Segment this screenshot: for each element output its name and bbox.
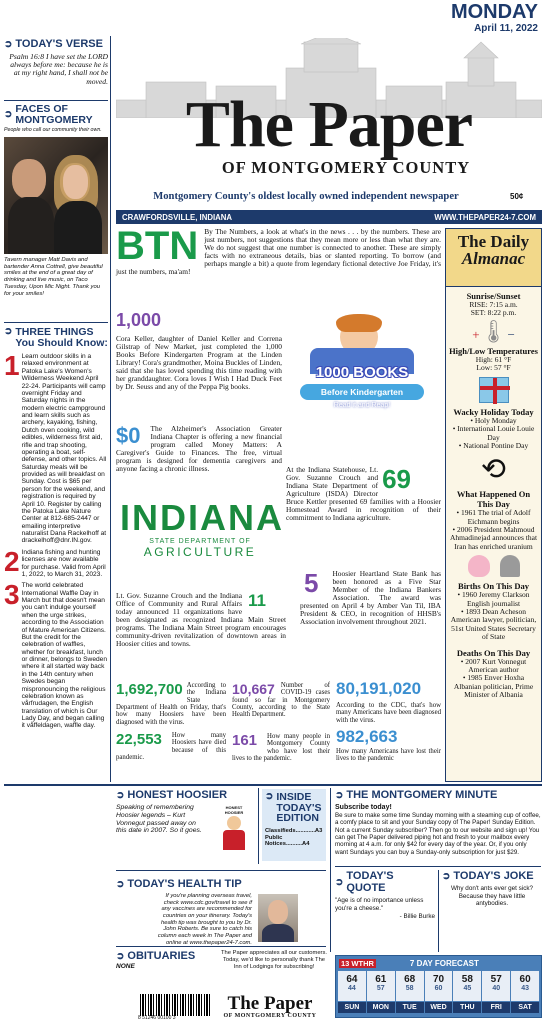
forecast-day <box>511 971 539 1013</box>
forecast-high: 68 <box>404 974 416 985</box>
indiana-agriculture-logo: INDIANA STATE DEPARTMENT OF AGRICULTURE <box>120 497 284 559</box>
website-link[interactable]: WWW.THEPAPER24-7.COM <box>434 212 536 222</box>
footer-logo: The Paper OF MONTGOMERY COUNTY <box>223 993 317 1019</box>
stat-number: 22,553 <box>116 731 162 748</box>
health-text: If you're planning overseas travel, check www.cdc.gov/travel to see if any vaccines are recommended for countries on your itinerary. Today's health tip was brought to you by Dr. John Roberts. Be sure to catch his column each week in The Paper and online at www.thepaper24-7.com. <box>157 893 252 946</box>
arrow-icon: ➲ <box>4 108 13 120</box>
arrow-icon: ➲ <box>4 38 13 50</box>
date-block <box>451 2 538 34</box>
forecast-low: 60 <box>434 985 443 992</box>
forecast-temps <box>425 971 453 1001</box>
forecast-high: 58 <box>461 974 473 985</box>
stat-10667 <box>232 682 330 719</box>
inside-item: Public Notices..........A4 <box>265 835 310 848</box>
minute-text: Be sure to make some time Sunday morning with a steaming cup of coffee, a comfy place to sit and your Sunday copy of The Paper! Sunday Edition. Not a current Sunday subscriber? Then go to our website and sign up! You can get The Paper delivered piping hot and fresh to your mailbox every morning at 4 a.m. for only $42 for every day of the year. Or, if you only want Sundays you can buy a Sunday-only subscription for just $29. <box>335 812 541 856</box>
books-line3: Read it and Reap! <box>333 402 391 409</box>
forecast-low: 58 <box>405 985 414 992</box>
joke-heading: ➲ TODAY'S JOKE <box>442 870 534 882</box>
arrow-icon: ➲ <box>116 789 125 801</box>
btn-logo: BTN <box>116 224 199 268</box>
books-graphic <box>288 318 436 428</box>
forecast-day-label: SAT <box>511 1002 539 1013</box>
verse-section <box>4 38 108 86</box>
quote-text: "Age is of no importance unless you're a cheese." <box>335 897 424 912</box>
arrow-icon: ➲ <box>265 791 274 802</box>
stat-text: Cora Keller, daughter of Daniel Keller and Correna Gilstrap of New Market, just completed the 1,000 Books Before Kindergarten Program at the Linden Library! Cora's grandmother, Moina Buckles of Linden, said that she has loved spending this time reading with her granddaughter. Cora loves I Wish I Had Duck Feet by Dr. Seuss and any of the Peppa Pig books. <box>116 334 282 391</box>
forecast-temps <box>482 971 510 1001</box>
verse-heading: ➲ TODAY'S VERSE <box>4 38 103 50</box>
thermometer-icon: +🌡− <box>472 318 515 344</box>
books-line2: Before Kindergarten <box>300 384 424 400</box>
stat-982663 <box>336 728 441 763</box>
stat-text: Number of COVID-19 cases found so far in Montgomery County, according to the State Health Department. <box>232 682 330 719</box>
stat-number: 10,667 <box>232 681 275 697</box>
obituaries-section <box>116 950 216 970</box>
stat-text: How many Americans have lost their lives to the pandemic <box>336 748 441 763</box>
gift-icon <box>479 377 509 403</box>
masthead <box>116 38 542 178</box>
stat-text: Lt. Gov. Suzanne Crouch and the Indiana Office of Community and Rural Affairs today announced 11 organizations have been designated as recognized Indiana Main Street programs. The Indiana Main Street program encourages community-driven revitalization of downtown areas in Hoosier cities and towns. <box>116 591 286 648</box>
stat-80191020 <box>336 680 441 724</box>
barcode <box>140 994 210 1016</box>
joke-text: Why don't ants ever get sick? Because they have little antybodies. <box>450 885 534 908</box>
forecast-day-label: FRI <box>482 1002 510 1013</box>
forecast-day-label: MON <box>367 1002 395 1013</box>
btn-section <box>116 224 441 276</box>
honest-hoosier-heading: ➲ HONEST HOOSIER <box>116 789 228 801</box>
inside-heading: ➲ INSIDE TODAY'S EDITION <box>265 791 322 825</box>
doctor-photo <box>258 894 298 942</box>
quote-section <box>335 870 435 921</box>
forecast-day <box>396 971 424 1013</box>
almanac-header: The Daily Almanac <box>446 229 541 287</box>
barcode-number: 8 51246 00100 3 <box>138 1015 176 1021</box>
almanac-panel: The Daily Almanac Sunrise/Sunset RISE: 7:15 a.m. SET: 8:22 p.m. +🌡− High/Low Temperatures High: 61 °F Low: 57 °F Wacky Holiday Today • Holy Monday • International Louie Louie Day • National Pontine Day ⟲ What Happened On This Day • 1961 The trial of Adolf Eichmann begins • 2006 President Mahmoud Ahmadinejad announces that Iran has enriched uranium Births On This Day • 1960 Jeremy Clarkson English journalist • 1893 Dean Acheson American lawyer, politician, 51st United States Secretary of State Deaths On This Day • 2007 Kurt Vonnegut American author • 1985 Enver Hoxha Albanian politician, Prime Minister of Albania <box>445 228 542 782</box>
forecast-temps <box>453 971 481 1001</box>
tagline: Montgomery County's oldest locally owned independent newspaper <box>153 191 459 202</box>
stat-text: The Alzheimer's Association Greater Indiana Chapter is offering a new financial program called Money Matters: A Caregiver's Guide to Finances. The free, virtual program is designed for dementia caregivers and anyone facing a chronic illness. <box>116 424 282 473</box>
location-bar <box>116 210 542 224</box>
forecast-high: 61 <box>375 974 387 985</box>
stat-text: How many people in Montgomery County who have lost their lives to the pandemic. <box>232 733 330 762</box>
stat-11 <box>116 592 286 648</box>
inside-edition-box <box>262 789 326 861</box>
btn-intro: By The Numbers, a look at what's in the news . . . by the numbers. These are just numbers, not suggestions that they mean more or less than what they are. We do not suggest that one number is connected to another. These are simply facts with no extraneous details, bias or slanted reporting. To borrow (and perhaps mangle a bit) a quote from legendary fictional detective Joe Friday, it's just the numbers, ma'am! <box>116 227 441 276</box>
list-item: 2 Indiana fishing and hunting licenses are now available for purchase. Valid from April 1, 2022, to March 31, 2023. <box>4 545 106 578</box>
forecast-high: 70 <box>432 974 445 985</box>
faces-sub: People who call our community their own. <box>4 127 102 134</box>
stat-69 <box>286 466 441 522</box>
stat-number: 69 <box>382 464 411 494</box>
forecast-low: 40 <box>492 985 501 992</box>
stat-number: 982,663 <box>336 727 398 746</box>
stat-161 <box>232 733 330 762</box>
stat-number: $0 <box>116 423 141 448</box>
three-things-list <box>4 350 108 730</box>
forecast-low: 57 <box>376 985 385 992</box>
arrow-icon: ➲ <box>116 878 125 890</box>
forecast-high: 60 <box>519 974 531 985</box>
inside-item: Classifieds............A3 <box>265 828 323 835</box>
forecast-temps <box>396 971 424 1001</box>
tombstone-icon <box>500 555 520 577</box>
faces-caption: Tavern manager Matt Davis and bartender Anna Cottrell, give beautiful smiles at the end of a great day of drinking and live music, on Taco Tuesday, Upon Mic Night. Thank you for your smiles! <box>4 256 103 297</box>
stat-1692700 <box>116 682 226 726</box>
date-label: April 11, 2022 <box>474 23 538 34</box>
price: 50¢ <box>510 192 524 201</box>
births-deaths-icons <box>449 555 538 577</box>
minute-heading: ➲ THE MONTGOMERY MINUTE <box>335 789 498 801</box>
faces-section <box>4 104 108 297</box>
honest-hoosier-section <box>116 789 256 835</box>
stat-text: According to the CDC, that's how many Americans have been diagnosed with the virus. <box>336 702 441 724</box>
arrow-icon: ➲ <box>335 789 344 801</box>
baby-bottle-icon <box>468 555 490 577</box>
obits-heading: ➲ OBITUARIES <box>116 950 196 962</box>
faces-photo <box>4 137 108 254</box>
joke-section <box>442 870 542 908</box>
forecast-temps <box>511 971 539 1001</box>
three-things-heading: ➲ THREE THINGS You Should Know: <box>4 326 108 350</box>
weather-forecast <box>335 955 542 1018</box>
forecast-low: 45 <box>463 985 472 992</box>
books-line1: 1000 BOOKS <box>315 364 409 381</box>
quote-author: - Billie Burke <box>399 913 435 921</box>
forecast-high: 64 <box>346 974 358 985</box>
forecast-low: 43 <box>521 985 529 992</box>
forecast-day-label: WED <box>425 1002 453 1013</box>
stat-5 <box>300 570 441 626</box>
forecast-temps <box>338 971 366 1001</box>
health-tip-section <box>116 878 326 946</box>
paper-subtitle: OF MONTGOMERY COUNTY <box>221 158 471 177</box>
three-things-section <box>4 327 108 730</box>
arrow-icon: ➲ <box>442 870 451 882</box>
forecast-day <box>453 971 481 1013</box>
customer-thanks: The Paper appreciates all our customers. Today, we'd like to personally thank The Inn of Lodgings for subscribing! <box>220 950 327 971</box>
hoosier-mascot-icon: HONEST HOOSIER <box>216 805 252 851</box>
health-heading: ➲ TODAY'S HEALTH TIP <box>116 878 242 890</box>
minute-sub: Subscribe today! <box>335 804 392 811</box>
forecast-day <box>367 971 395 1013</box>
stat-0 <box>116 425 282 473</box>
forecast-day-label: TUE <box>396 1002 424 1013</box>
wthr-logo: 13 WTHR <box>341 958 374 968</box>
arrow-icon: ➲ <box>116 950 125 962</box>
forecast-low: 44 <box>348 985 356 992</box>
faces-heading: ➲ FACES OF MONTGOMERY <box>4 103 93 127</box>
location: CRAWFORDSVILLE, INDIANA <box>122 212 233 222</box>
clock-history-icon: ⟲ <box>480 453 507 487</box>
stat-text: How many Hoosiers have died because of this pandemic. <box>116 732 226 761</box>
stat-number: 1,692,700 <box>116 681 183 698</box>
stat-number: 1,000 <box>116 310 162 330</box>
stat-text: At the Indiana Statehouse, Lt. Gov. Suzanne Crouch and Indiana State Department of Agriculture (ISDA) Director Bruce Kettler presented 69 families with a Hoosier Homestead Award in recognition of their commitment to Indiana agriculture. <box>286 465 441 522</box>
list-item: 1 Learn outdoor skills in a relaxed environment at Patoka Lake's Women's Wilderness Weekend April 22-24. Participants will camp overnight Friday and Saturday nights in the modern electric campground and learn skills such as archery, kayaking, fishing, Dutch oven cooking, wild edibles, wilderness first aid, rifle and trap shooting, operating a boat, self-defense, and other topics. All Saturday meals will be provided as will breakfast on Sunday. Cost is $65 per person for the weekend, and registration is required by April 10. Register by calling the Patoka Lake Nature Center at 812-685-2447 or emailing interpretive naturalist Dana Rackelhoff at drackelhoff@dnr.IN.gov. <box>4 350 107 545</box>
stat-22553 <box>116 732 226 761</box>
stat-text: Hoosier Heartland State Bank has been honored as a Five Star Member of the Indiana Bankers Association. The award was presented on April 4 by Amber Van Til, IBA President & CEO, in recognition of HHSB's Association involvement throughout 2021. <box>300 569 441 626</box>
arrow-icon: ➲ <box>335 876 344 888</box>
forecast-day <box>425 971 453 1013</box>
forecast-day <box>338 971 366 1013</box>
forecast-high: 57 <box>490 974 502 985</box>
forecast-day <box>482 971 510 1013</box>
forecast-day-label: THU <box>453 1002 481 1013</box>
list-item: 3 The world celebrated International Waffle Day in March but that doesn't mean you can't indulge yourself when the urge strikes, according to the Association of Mature American Citizens. But the credit for the celebration of waffles, whether for breakfast, lunch or dinner, belongs to Sweden where it all started way back in the 14th century when Swedes began mispronouncing the religious celebration known as vårfrudagen, the English translation of which is Our Lady Day, and began calling it våffeldagen, waffle day. <box>4 579 107 730</box>
arrow-icon: ➲ <box>4 326 13 337</box>
stat-number: 5 <box>304 568 319 598</box>
montgomery-minute-section <box>335 789 541 856</box>
stat-number: 11 <box>248 591 266 610</box>
quote-heading: ➲ TODAY'S QUOTE <box>335 870 394 894</box>
forecast-temps <box>367 971 395 1001</box>
stat-number: 161 <box>232 732 258 749</box>
stat-1000 <box>116 310 282 391</box>
stat-text: According to the Indiana State Department of Health on Friday, that's how many Hoosiers have been diagnosed with the virus. <box>116 682 226 726</box>
forecast-title: 7 DAY FORECAST <box>409 958 479 968</box>
stat-number: 80,191,020 <box>336 679 422 698</box>
obits-text: NONE <box>116 963 135 970</box>
day-label: MONDAY <box>450 1 538 23</box>
paper-title: The Paper <box>185 88 473 161</box>
forecast-day-label: SUN <box>338 1002 366 1013</box>
verse-text: Psalm 16:8 I have set the LORD always before me: because he is at my right hand, I shall not be moved. <box>9 52 108 86</box>
honest-hoosier-text: Speaking of remembering Hoosier legends – Kurt Vonnegut passed away on this date in 2007. So it goes. <box>116 804 202 835</box>
